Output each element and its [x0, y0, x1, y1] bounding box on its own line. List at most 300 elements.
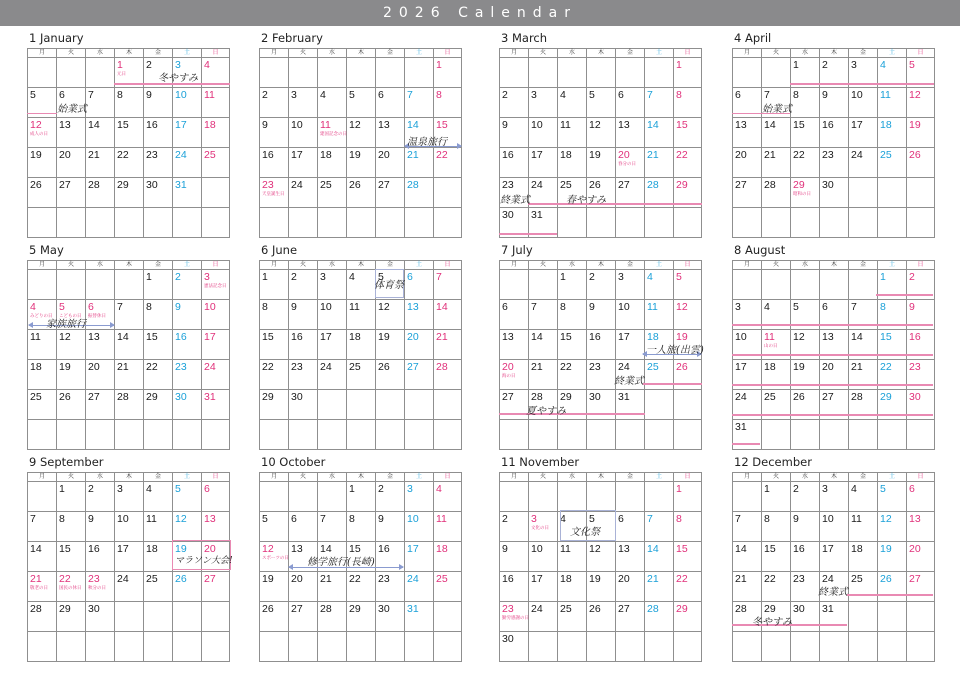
day-cell[interactable]	[347, 572, 376, 602]
day-cell[interactable]	[347, 88, 376, 118]
day-cell[interactable]	[762, 58, 791, 88]
day-cell[interactable]	[57, 482, 86, 512]
day-cell[interactable]	[645, 572, 674, 602]
day-cell[interactable]	[558, 118, 587, 148]
day-cell[interactable]	[587, 208, 616, 238]
day-cell[interactable]	[733, 148, 762, 178]
day-cell[interactable]	[820, 88, 849, 118]
day-cell[interactable]	[86, 420, 115, 450]
day-cell[interactable]	[529, 270, 558, 300]
day-cell[interactable]	[376, 632, 405, 662]
day-cell[interactable]	[347, 208, 376, 238]
day-cell[interactable]	[434, 572, 462, 602]
day-cell[interactable]	[434, 58, 462, 88]
day-cell[interactable]	[405, 88, 434, 118]
day-cell[interactable]	[820, 148, 849, 178]
day-cell[interactable]	[558, 482, 587, 512]
day-cell[interactable]	[674, 542, 702, 572]
day-cell[interactable]	[405, 512, 434, 542]
day-cell[interactable]	[645, 482, 674, 512]
day-cell[interactable]	[558, 420, 587, 450]
day-cell[interactable]	[616, 58, 645, 88]
day-cell[interactable]	[86, 482, 115, 512]
day-cell[interactable]	[587, 58, 616, 88]
day-cell[interactable]	[878, 88, 907, 118]
day-cell[interactable]	[289, 208, 318, 238]
day-cell[interactable]	[57, 178, 86, 208]
day-cell[interactable]	[144, 208, 173, 238]
day-cell[interactable]	[173, 390, 202, 420]
day-cell[interactable]	[791, 420, 820, 450]
day-cell[interactable]	[260, 88, 289, 118]
day-cell[interactable]	[260, 542, 289, 572]
day-cell[interactable]	[376, 482, 405, 512]
day-cell[interactable]	[202, 118, 230, 148]
day-cell[interactable]	[144, 118, 173, 148]
day-cell[interactable]	[86, 360, 115, 390]
day-cell[interactable]	[376, 390, 405, 420]
day-cell[interactable]	[907, 572, 935, 602]
day-cell[interactable]	[587, 482, 616, 512]
day-cell[interactable]	[616, 632, 645, 662]
day-cell[interactable]	[173, 420, 202, 450]
day-cell[interactable]	[260, 602, 289, 632]
day-cell[interactable]	[57, 512, 86, 542]
day-cell[interactable]	[318, 178, 347, 208]
day-cell[interactable]	[202, 360, 230, 390]
day-cell[interactable]	[558, 632, 587, 662]
day-cell[interactable]	[376, 88, 405, 118]
day-cell[interactable]	[587, 390, 616, 420]
day-cell[interactable]	[57, 148, 86, 178]
day-cell[interactable]	[405, 208, 434, 238]
day-cell[interactable]	[820, 542, 849, 572]
day-cell[interactable]	[645, 118, 674, 148]
day-cell[interactable]	[86, 330, 115, 360]
day-cell[interactable]	[529, 360, 558, 390]
day-cell[interactable]	[674, 148, 702, 178]
day-cell[interactable]	[202, 482, 230, 512]
day-cell[interactable]	[791, 88, 820, 118]
day-cell[interactable]	[558, 360, 587, 390]
day-cell[interactable]	[434, 270, 462, 300]
day-cell[interactable]	[500, 360, 529, 390]
day-cell[interactable]	[347, 178, 376, 208]
day-cell[interactable]	[115, 148, 144, 178]
day-cell[interactable]	[878, 542, 907, 572]
day-cell[interactable]	[674, 58, 702, 88]
day-cell[interactable]	[202, 602, 230, 632]
day-cell[interactable]	[849, 178, 878, 208]
day-cell[interactable]	[849, 88, 878, 118]
day-cell[interactable]	[173, 118, 202, 148]
day-cell[interactable]	[144, 178, 173, 208]
day-cell[interactable]	[405, 420, 434, 450]
day-cell[interactable]	[907, 148, 935, 178]
day-cell[interactable]	[57, 632, 86, 662]
day-cell[interactable]	[144, 420, 173, 450]
day-cell[interactable]	[260, 148, 289, 178]
day-cell[interactable]	[28, 390, 57, 420]
day-cell[interactable]	[347, 390, 376, 420]
day-cell[interactable]	[587, 360, 616, 390]
day-cell[interactable]	[907, 602, 935, 632]
day-cell[interactable]	[500, 390, 529, 420]
day-cell[interactable]	[260, 300, 289, 330]
day-cell[interactable]	[878, 420, 907, 450]
day-cell[interactable]	[616, 208, 645, 238]
day-cell[interactable]	[674, 118, 702, 148]
day-cell[interactable]	[674, 390, 702, 420]
day-cell[interactable]	[500, 330, 529, 360]
day-cell[interactable]	[318, 270, 347, 300]
day-cell[interactable]	[318, 330, 347, 360]
day-cell[interactable]	[645, 360, 674, 390]
day-cell[interactable]	[434, 330, 462, 360]
day-cell[interactable]	[529, 118, 558, 148]
day-cell[interactable]	[878, 208, 907, 238]
day-cell[interactable]	[57, 420, 86, 450]
day-cell[interactable]	[347, 270, 376, 300]
day-cell[interactable]	[405, 572, 434, 602]
day-cell[interactable]	[260, 390, 289, 420]
day-cell[interactable]	[500, 300, 529, 330]
day-cell[interactable]	[86, 88, 115, 118]
day-cell[interactable]	[173, 512, 202, 542]
day-cell[interactable]	[645, 148, 674, 178]
day-cell[interactable]	[289, 178, 318, 208]
day-cell[interactable]	[347, 602, 376, 632]
day-cell[interactable]	[115, 482, 144, 512]
day-cell[interactable]	[405, 542, 434, 572]
day-cell[interactable]	[144, 542, 173, 572]
day-cell[interactable]	[260, 118, 289, 148]
day-cell[interactable]	[28, 208, 57, 238]
day-cell[interactable]	[405, 148, 434, 178]
day-cell[interactable]	[289, 300, 318, 330]
day-cell[interactable]	[202, 270, 230, 300]
day-cell[interactable]	[762, 148, 791, 178]
day-cell[interactable]	[587, 270, 616, 300]
day-cell[interactable]	[347, 512, 376, 542]
day-cell[interactable]	[202, 330, 230, 360]
day-cell[interactable]	[173, 208, 202, 238]
day-cell[interactable]	[558, 542, 587, 572]
day-cell[interactable]	[318, 512, 347, 542]
day-cell[interactable]	[260, 632, 289, 662]
day-cell[interactable]	[318, 390, 347, 420]
day-cell[interactable]	[173, 270, 202, 300]
day-cell[interactable]	[405, 300, 434, 330]
day-cell[interactable]	[260, 482, 289, 512]
day-cell[interactable]	[376, 118, 405, 148]
day-cell[interactable]	[144, 88, 173, 118]
day-cell[interactable]	[318, 602, 347, 632]
day-cell[interactable]	[849, 270, 878, 300]
day-cell[interactable]	[820, 208, 849, 238]
day-cell[interactable]	[674, 300, 702, 330]
day-cell[interactable]	[202, 632, 230, 662]
day-cell[interactable]	[587, 148, 616, 178]
day-cell[interactable]	[587, 572, 616, 602]
day-cell[interactable]	[347, 632, 376, 662]
day-cell[interactable]	[820, 482, 849, 512]
day-cell[interactable]	[820, 118, 849, 148]
day-cell[interactable]	[587, 330, 616, 360]
day-cell[interactable]	[347, 148, 376, 178]
day-cell[interactable]	[115, 572, 144, 602]
day-cell[interactable]	[376, 360, 405, 390]
day-cell[interactable]	[434, 178, 462, 208]
day-cell[interactable]	[260, 58, 289, 88]
day-cell[interactable]	[144, 632, 173, 662]
day-cell[interactable]	[616, 270, 645, 300]
day-cell[interactable]	[529, 632, 558, 662]
day-cell[interactable]	[434, 390, 462, 420]
day-cell[interactable]	[762, 178, 791, 208]
day-cell[interactable]	[289, 88, 318, 118]
day-cell[interactable]	[674, 602, 702, 632]
day-cell[interactable]	[173, 148, 202, 178]
day-cell[interactable]	[733, 420, 762, 450]
day-cell[interactable]	[616, 118, 645, 148]
day-cell[interactable]	[144, 330, 173, 360]
day-cell[interactable]	[28, 118, 57, 148]
day-cell[interactable]	[260, 330, 289, 360]
day-cell[interactable]	[529, 482, 558, 512]
day-cell[interactable]	[849, 420, 878, 450]
day-cell[interactable]	[289, 390, 318, 420]
day-cell[interactable]	[820, 270, 849, 300]
day-cell[interactable]	[645, 602, 674, 632]
day-cell[interactable]	[762, 270, 791, 300]
day-cell[interactable]	[849, 602, 878, 632]
day-cell[interactable]	[115, 542, 144, 572]
day-cell[interactable]	[347, 58, 376, 88]
day-cell[interactable]	[144, 572, 173, 602]
day-cell[interactable]	[645, 420, 674, 450]
day-cell[interactable]	[616, 300, 645, 330]
day-cell[interactable]	[202, 390, 230, 420]
day-cell[interactable]	[791, 632, 820, 662]
day-cell[interactable]	[376, 512, 405, 542]
day-cell[interactable]	[733, 512, 762, 542]
day-cell[interactable]	[733, 542, 762, 572]
day-cell[interactable]	[733, 572, 762, 602]
day-cell[interactable]	[733, 208, 762, 238]
day-cell[interactable]	[616, 482, 645, 512]
day-cell[interactable]	[587, 632, 616, 662]
day-cell[interactable]	[318, 58, 347, 88]
day-cell[interactable]	[733, 58, 762, 88]
day-cell[interactable]	[86, 602, 115, 632]
day-cell[interactable]	[500, 88, 529, 118]
day-cell[interactable]	[434, 632, 462, 662]
day-cell[interactable]	[289, 148, 318, 178]
day-cell[interactable]	[907, 420, 935, 450]
day-cell[interactable]	[907, 208, 935, 238]
day-cell[interactable]	[500, 420, 529, 450]
day-cell[interactable]	[645, 300, 674, 330]
day-cell[interactable]	[645, 88, 674, 118]
day-cell[interactable]	[28, 572, 57, 602]
day-cell[interactable]	[434, 512, 462, 542]
day-cell[interactable]	[115, 118, 144, 148]
day-cell[interactable]	[318, 148, 347, 178]
day-cell[interactable]	[57, 270, 86, 300]
day-cell[interactable]	[202, 420, 230, 450]
day-cell[interactable]	[86, 572, 115, 602]
day-cell[interactable]	[347, 360, 376, 390]
day-cell[interactable]	[907, 632, 935, 662]
day-cell[interactable]	[878, 148, 907, 178]
day-cell[interactable]	[405, 178, 434, 208]
day-cell[interactable]	[405, 58, 434, 88]
day-cell[interactable]	[733, 270, 762, 300]
day-cell[interactable]	[434, 208, 462, 238]
day-cell[interactable]	[849, 572, 878, 602]
day-cell[interactable]	[115, 602, 144, 632]
day-cell[interactable]	[173, 632, 202, 662]
day-cell[interactable]	[587, 88, 616, 118]
day-cell[interactable]	[878, 178, 907, 208]
day-cell[interactable]	[762, 208, 791, 238]
day-cell[interactable]	[878, 632, 907, 662]
day-cell[interactable]	[376, 602, 405, 632]
day-cell[interactable]	[674, 572, 702, 602]
day-cell[interactable]	[791, 118, 820, 148]
day-cell[interactable]	[820, 420, 849, 450]
day-cell[interactable]	[405, 632, 434, 662]
day-cell[interactable]	[260, 178, 289, 208]
day-cell[interactable]	[645, 390, 674, 420]
day-cell[interactable]	[28, 482, 57, 512]
day-cell[interactable]	[347, 330, 376, 360]
day-cell[interactable]	[878, 602, 907, 632]
day-cell[interactable]	[28, 58, 57, 88]
day-cell[interactable]	[57, 330, 86, 360]
day-cell[interactable]	[376, 572, 405, 602]
day-cell[interactable]	[434, 360, 462, 390]
day-cell[interactable]	[28, 632, 57, 662]
day-cell[interactable]	[587, 118, 616, 148]
day-cell[interactable]	[733, 118, 762, 148]
day-cell[interactable]	[173, 300, 202, 330]
day-cell[interactable]	[529, 572, 558, 602]
day-cell[interactable]	[558, 300, 587, 330]
day-cell[interactable]	[115, 390, 144, 420]
day-cell[interactable]	[500, 542, 529, 572]
day-cell[interactable]	[289, 118, 318, 148]
day-cell[interactable]	[115, 270, 144, 300]
day-cell[interactable]	[173, 482, 202, 512]
day-cell[interactable]	[144, 482, 173, 512]
day-cell[interactable]	[405, 360, 434, 390]
day-cell[interactable]	[289, 420, 318, 450]
day-cell[interactable]	[86, 512, 115, 542]
day-cell[interactable]	[376, 148, 405, 178]
day-cell[interactable]	[202, 208, 230, 238]
day-cell[interactable]	[405, 270, 434, 300]
day-cell[interactable]	[529, 512, 558, 542]
day-cell[interactable]	[57, 572, 86, 602]
day-cell[interactable]	[645, 512, 674, 542]
day-cell[interactable]	[86, 118, 115, 148]
day-cell[interactable]	[86, 58, 115, 88]
day-cell[interactable]	[86, 542, 115, 572]
day-cell[interactable]	[28, 330, 57, 360]
day-cell[interactable]	[202, 512, 230, 542]
day-cell[interactable]	[733, 632, 762, 662]
day-cell[interactable]	[762, 482, 791, 512]
day-cell[interactable]	[86, 632, 115, 662]
day-cell[interactable]	[405, 602, 434, 632]
day-cell[interactable]	[500, 602, 529, 632]
day-cell[interactable]	[616, 390, 645, 420]
day-cell[interactable]	[318, 360, 347, 390]
day-cell[interactable]	[500, 632, 529, 662]
day-cell[interactable]	[173, 602, 202, 632]
day-cell[interactable]	[202, 148, 230, 178]
day-cell[interactable]	[173, 88, 202, 118]
day-cell[interactable]	[318, 632, 347, 662]
day-cell[interactable]	[405, 390, 434, 420]
day-cell[interactable]	[289, 58, 318, 88]
day-cell[interactable]	[202, 300, 230, 330]
day-cell[interactable]	[820, 602, 849, 632]
day-cell[interactable]	[500, 118, 529, 148]
day-cell[interactable]	[587, 542, 616, 572]
day-cell[interactable]	[849, 542, 878, 572]
day-cell[interactable]	[587, 602, 616, 632]
day-cell[interactable]	[202, 178, 230, 208]
day-cell[interactable]	[849, 118, 878, 148]
day-cell[interactable]	[376, 58, 405, 88]
day-cell[interactable]	[144, 300, 173, 330]
day-cell[interactable]	[878, 482, 907, 512]
day-cell[interactable]	[260, 270, 289, 300]
day-cell[interactable]	[173, 178, 202, 208]
day-cell[interactable]	[645, 632, 674, 662]
day-cell[interactable]	[289, 482, 318, 512]
day-cell[interactable]	[674, 88, 702, 118]
day-cell[interactable]	[57, 390, 86, 420]
day-cell[interactable]	[529, 542, 558, 572]
day-cell[interactable]	[115, 300, 144, 330]
day-cell[interactable]	[791, 572, 820, 602]
day-cell[interactable]	[849, 208, 878, 238]
day-cell[interactable]	[645, 542, 674, 572]
day-cell[interactable]	[347, 420, 376, 450]
day-cell[interactable]	[318, 482, 347, 512]
day-cell[interactable]	[616, 420, 645, 450]
day-cell[interactable]	[791, 270, 820, 300]
day-cell[interactable]	[405, 330, 434, 360]
day-cell[interactable]	[791, 542, 820, 572]
day-cell[interactable]	[674, 270, 702, 300]
day-cell[interactable]	[616, 88, 645, 118]
day-cell[interactable]	[558, 572, 587, 602]
day-cell[interactable]	[86, 390, 115, 420]
day-cell[interactable]	[86, 178, 115, 208]
day-cell[interactable]	[616, 542, 645, 572]
day-cell[interactable]	[434, 602, 462, 632]
day-cell[interactable]	[558, 270, 587, 300]
day-cell[interactable]	[28, 178, 57, 208]
day-cell[interactable]	[500, 58, 529, 88]
day-cell[interactable]	[587, 420, 616, 450]
day-cell[interactable]	[115, 88, 144, 118]
